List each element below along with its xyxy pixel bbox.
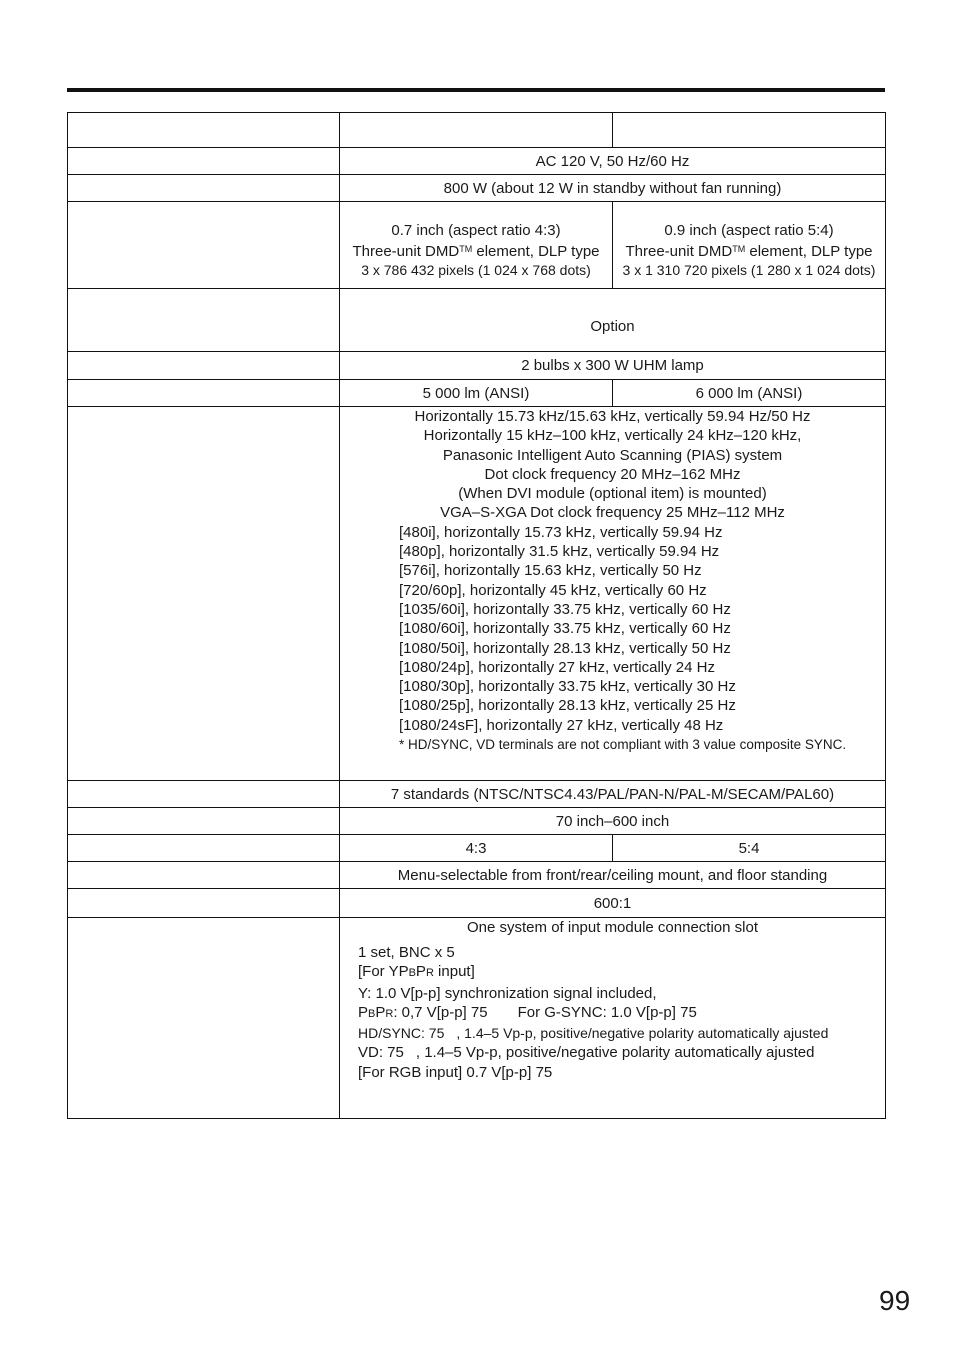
scanning-frequency-value [340,407,886,781]
row-label [68,289,340,352]
spec-table [67,112,886,1119]
input-line: [For RGB input] 0.7 V[p-p] 75 [358,1063,553,1081]
row-label [68,889,340,918]
table-row-header [68,113,886,148]
table-row-power-supply [68,148,886,175]
row-label [68,781,340,808]
scanning-signal-list [340,523,885,755]
scan-line: Horizontally 15 kHz–100 kHz, vertically 24 kHz–120 kHz, [423,427,802,445]
signal-item: [720/60p], horizontally 45 kHz, vertically 60 Hz [399,581,707,599]
signal-item: [1080/30p], horizontally 33.75 kHz, vertically 30 Hz [399,678,736,696]
input-line: PBPR: 0,7 V[p-p] 75 For G-SYNC: 1.0 V[p-p] 75 [358,1003,697,1021]
scanning-centered [340,407,885,523]
table-row-screen-size [68,808,886,835]
power-supply-value: AC 120 V, 50 Hz/60 Hz [340,148,886,175]
installation-value: Menu-selectable from front/rear/ceiling mount, and floor standing [340,862,886,889]
scan-line: Dot clock frequency 20 MHz–162 MHz [484,465,741,483]
signal-item: [1080/24sF], horizontally 27 kHz, vertically 48 Hz [399,716,724,734]
dlp-chip-left [340,202,613,289]
signal-item: [480i], horizontally 15.73 kHz, vertically 59.94 Hz [399,523,723,541]
signal-item: [480p], horizontally 31.5 kHz, vertically 59.94 Hz [399,543,720,561]
table-row-power-consumption [68,175,886,202]
dlp-left-size: 0.7 inch (aspect ratio 4:3) [391,222,561,239]
power-consumption-value: 800 W (about 12 W in standby without fan running) [340,175,886,202]
table-row-lens [68,289,886,352]
header-cell-model-a [340,113,613,148]
row-label [68,202,340,289]
light-output-left: 5 000 lm (ANSI) [340,380,613,407]
row-label [68,835,340,862]
dlp-right-size: 0.9 inch (aspect ratio 5:4) [664,222,834,239]
row-label [68,808,340,835]
input-line: [For YPBPR input] [358,963,475,981]
input-slot: One system of input module connection slot [467,919,758,936]
lamp-value: 2 bulbs x 300 W UHM lamp [340,352,886,380]
table-row-input [68,918,886,1119]
top-rule [67,88,885,92]
table-row-lamp [68,352,886,380]
dlp-chip-right [613,202,886,289]
signal-item: [1035/60i], horizontally 33.75 kHz, vertically 60 Hz [399,600,731,618]
row-label [68,175,340,202]
signal-item: [1080/60i], horizontally 33.75 kHz, vertically 60 Hz [399,620,731,638]
signal-item: [1080/25p], horizontally 28.13 kHz, vertically 25 Hz [399,697,736,715]
table-row-scanning [68,407,886,781]
table-row-dlp-chip [68,202,886,289]
aspect-left: 4:3 [340,835,613,862]
light-output-right: 6 000 lm (ANSI) [613,380,886,407]
page-number: 99 [879,1285,911,1316]
table-row-contrast [68,889,886,918]
table-row-color-system [68,781,886,808]
signal-item: [1080/50i], horizontally 28.13 kHz, vertically 50 Hz [399,639,731,657]
signal-item: [1080/24p], horizontally 27 kHz, vertically 24 Hz [399,658,715,676]
table-row-aspect [68,835,886,862]
dlp-left-pixels: 3 x 786 432 pixels (1 024 x 768 dots) [361,262,591,278]
dlp-right-type: Three-unit DMD™ element, DLP type [625,243,873,260]
contrast-value: 600:1 [340,889,886,918]
row-label [68,148,340,175]
dlp-right-pixels: 3 x 1 310 720 pixels (1 280 x 1 024 dots) [622,262,876,278]
row-label [68,862,340,889]
input-line: VD: 75 , 1.4–5 Vp-p, positive/negative polarity automatically ajusted [358,1044,815,1062]
row-label [68,407,340,781]
row-label [68,918,340,1119]
screen-size-value: 70 inch–600 inch [340,808,886,835]
color-system-value: 7 standards (NTSC/NTSC4.43/PAL/PAN-N/PAL-M/SECAM/PAL60) [340,781,886,808]
scan-line: Horizontally 15.73 kHz/15.63 kHz, vertically 59.94 Hz/50 Hz [414,408,811,425]
row-label [68,352,340,380]
scan-line: Panasonic Intelligent Auto Scanning (PIAS) system [442,446,783,464]
table-row-light-output [68,380,886,407]
header-cell-model-b [613,113,886,148]
aspect-right: 5:4 [613,835,886,862]
lens-value: Option [340,289,886,352]
scan-line: (When DVI module (optional item) is mounted) [458,485,767,503]
input-details [340,943,885,1082]
input-terminals-value [340,918,886,1119]
scan-line: VGA–S-XGA Dot clock frequency 25 MHz–112 MHz [440,504,785,522]
header-cell-label [68,113,340,148]
row-label [68,380,340,407]
dlp-left-type: Three-unit DMD™ element, DLP type [352,243,600,260]
input-line: HD/SYNC: 75 , 1.4–5 Vp-p, positive/negative polarity automatically ajusted [358,1025,829,1042]
sync-note: * HD/SYNC, VD terminals are not compliant with 3 value composite SYNC. [399,737,847,753]
signal-item: [576i], horizontally 15.63 kHz, vertically 50 Hz [399,562,702,580]
input-line: 1 set, BNC x 5 [358,944,455,961]
table-row-installation [68,862,886,889]
input-line: Y: 1.0 V[p-p] synchronization signal included, [358,984,657,1002]
